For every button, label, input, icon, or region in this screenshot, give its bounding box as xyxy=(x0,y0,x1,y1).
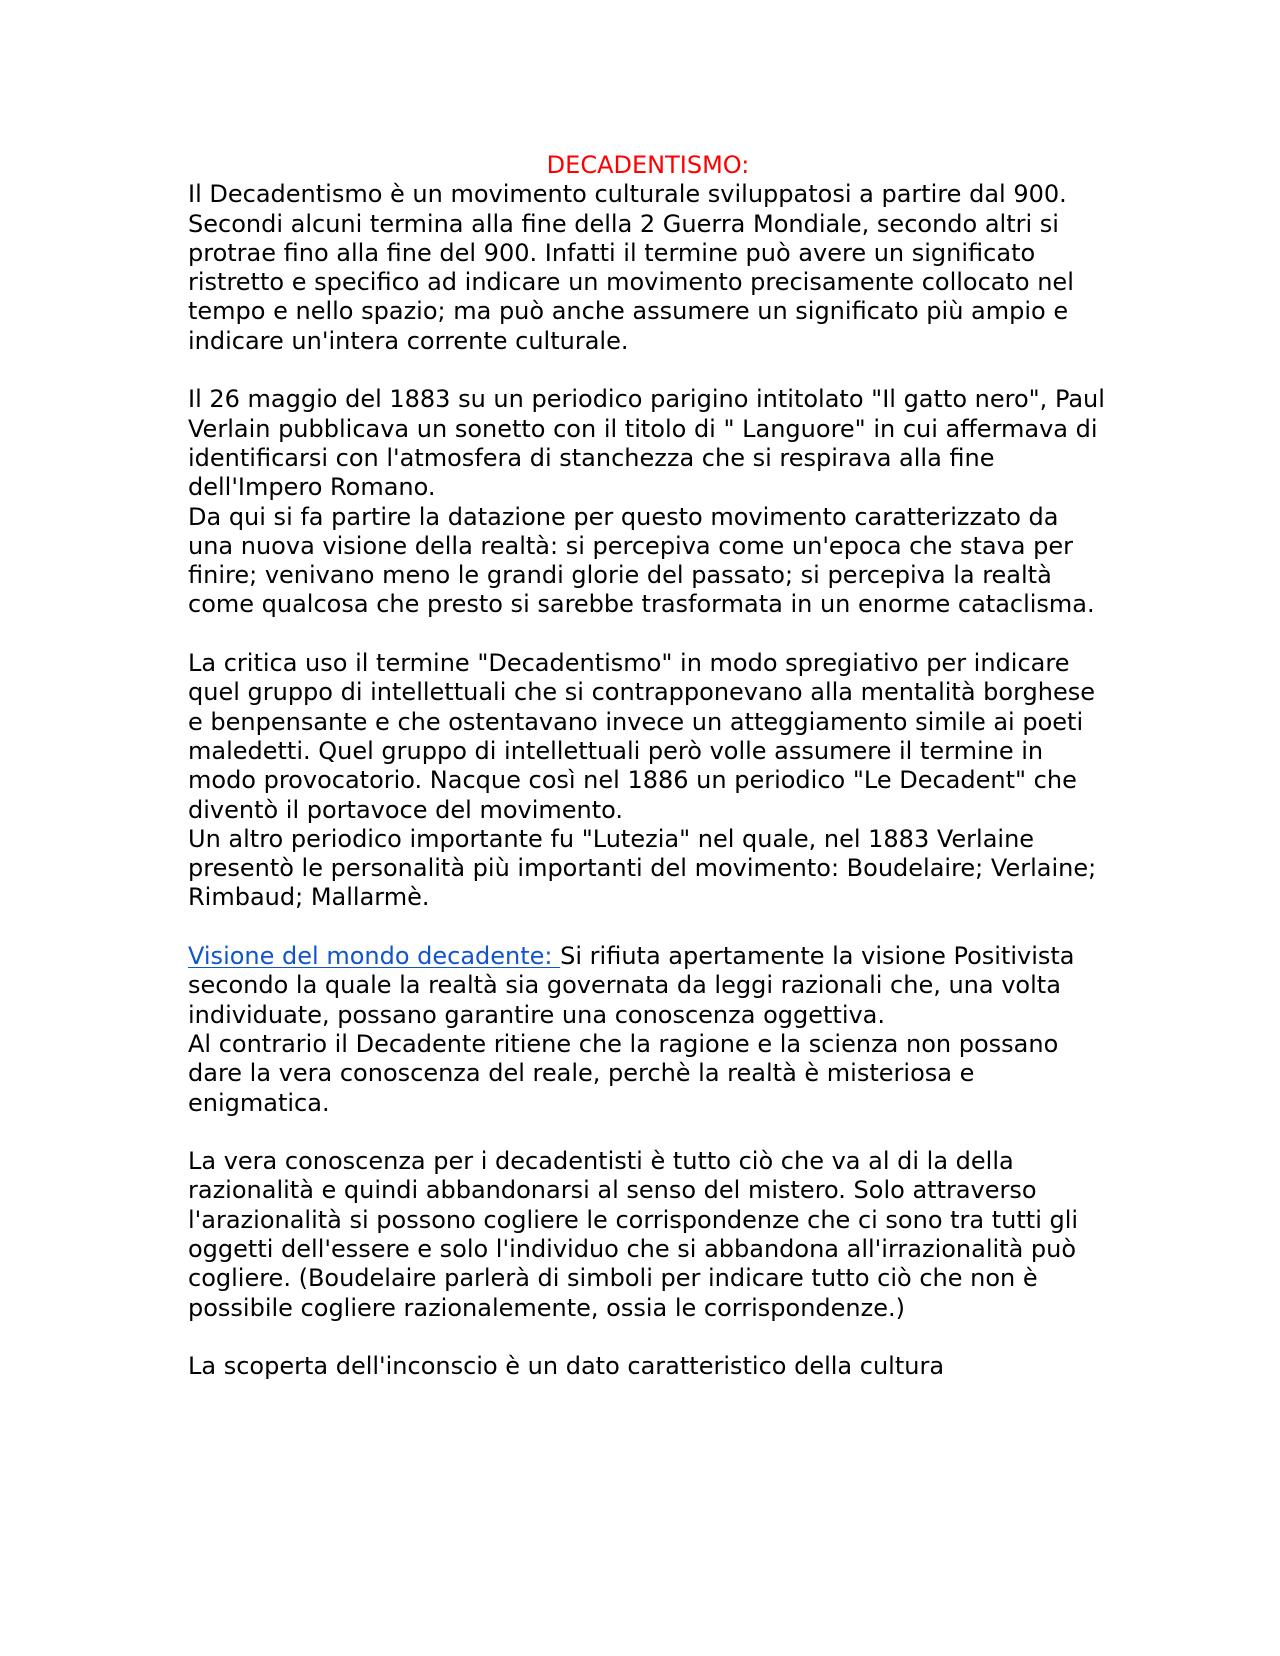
paragraph-spacer xyxy=(188,620,1108,649)
paragraph-datazione: Da qui si fa partire la datazione per questo movimento caratterizzato da una nuova visione della realtà: si percepiva come un'epoca che stava per finire; venivano meno le grandi glorie del passato; si percepiva la realtà come qualcosa che presto si sarebbe trasformata in un enorme cataclisma. xyxy=(188,502,1095,619)
paragraph-critica: La critica uso il termine "Decadentismo" in modo spregiativo per indicare quel gruppo di intellettuali che si contrapponevano alla mentalità borghese e benpensante e che ostentavano invece un atteggiamento simile ai poeti maledetti. Quel gruppo di intellettuali però volle assumere il termine in modo provocatorio. Nacque così nel 1886 un periodico "Le Decadent" che diventò il portavoce del movimento. xyxy=(188,649,1096,824)
paragraph-decadente: Al contrario il Decadente ritiene che la ragione e la scienza non possano dare la vera conoscenza del reale, perchè la realtà è misteriosa e enigmatica. xyxy=(188,1029,1059,1117)
paragraph-visione xyxy=(188,942,1108,1030)
paragraph-inconscio: La scoperta dell'inconscio è un dato caratteristico della cultura xyxy=(188,1352,945,1381)
paragraph-spacer xyxy=(188,1118,1108,1147)
paragraph-spacer xyxy=(188,1323,1108,1352)
paragraph-verlain: Il 26 maggio del 1883 su un periodico parigino intitolato "Il gatto nero", Paul Verlain pubblicava un sonetto con il titolo di " Languore" in cui affermava di identificarsi con l'atmosfera di stanchezza che si respirava alla fine dell'Impero Romano. xyxy=(188,385,1105,502)
visione-link[interactable]: Visione del mondo decadente: xyxy=(188,942,561,971)
document-title: DECADENTISMO: xyxy=(546,151,750,179)
paragraph-spacer xyxy=(188,913,1108,942)
paragraph-lutezia: Un altro periodico importante fu "Lutezia" nel quale, nel 1883 Verlaine presentò le personalità più importanti del movimento: Boudelaire; Verlaine; Rimbaud; Mallarmè. xyxy=(188,824,1097,912)
paragraph-intro: Il Decadentismo è un movimento culturale sviluppatosi a partire dal 900. Secondi alcuni termina alla fine della 2 Guerra Mondiale, secondo altri si protrae fino alla fine del 900. Infatti il termine può avere un significato ristretto e specifico ad indicare un movimento precisamente collocato nel tempo e nello spazio; ma può anche assumere un significato più ampio e indicare un'intera corrente culturale. xyxy=(188,180,1074,355)
document-body xyxy=(188,151,1108,1381)
paragraph-spacer xyxy=(188,356,1108,385)
visione-text: Si rifiuta apertamente la visione Positivista secondo la quale la realtà sia governata da leggi razionali che, una volta individuate, possano garantire una conoscenza oggettiva. xyxy=(188,942,1075,1029)
paragraph-conoscenza: La vera conoscenza per i decadentisti è tutto ciò che va al di la della razionalità e quindi abbandonarsi al senso del mistero. Solo attraverso l'arazionalità si possono cogliere le corrispondenze che ci sono tra tutti gli oggetti dell'essere e solo l'individuo che si abbandona all'irrazionalità può cogliere. (Boudelaire parlerà di simboli per indicare tutto ciò che non è possibile cogliere razionalemente, ossia le corrispondenze.) xyxy=(188,1147,1079,1322)
